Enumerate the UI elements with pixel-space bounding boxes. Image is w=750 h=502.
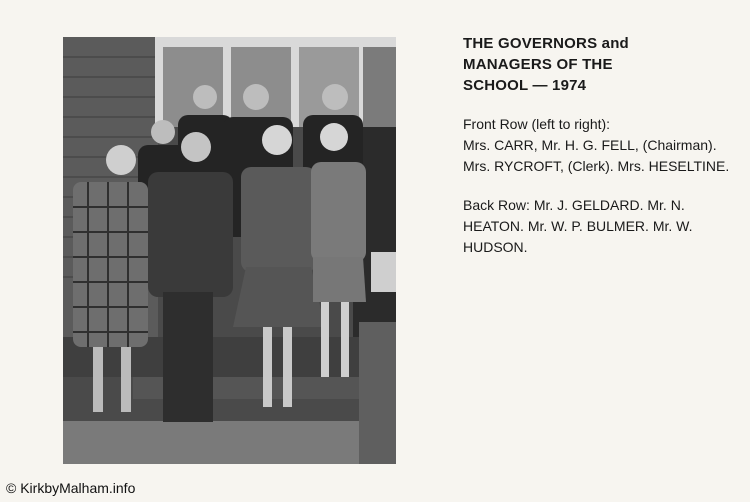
front-row-block — [463, 114, 743, 177]
copyright-watermark: © KirkbyMalham.info — [6, 480, 136, 496]
back-row-text — [463, 195, 743, 258]
group-photograph — [63, 37, 396, 464]
back-row-heading: Back Row: — [463, 197, 530, 213]
photo-caption — [463, 33, 743, 258]
back-row-block — [463, 195, 743, 258]
front-row-heading: Front Row (left to right): — [463, 116, 611, 132]
caption-title: THE GOVERNORS and MANAGERS OF THE SCHOOL — 1974 — [463, 35, 629, 94]
back-row-names: Mr. J. GELDARD. Mr. N. HEATON. Mr. W. P. BULMER. Mr. W. HUDSON. — [463, 197, 693, 255]
front-row-names: Mrs. CARR, Mr. H. G. FELL, (Chairman). Mrs. RYCROFT, (Clerk). Mrs. HESELTINE. — [463, 137, 730, 174]
